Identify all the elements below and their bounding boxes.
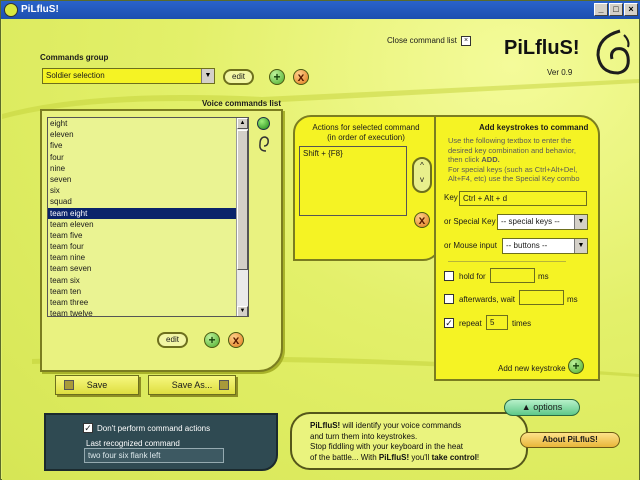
promo-brand: PiLfluS! <box>310 421 341 430</box>
title-bar[interactable] <box>1 1 640 19</box>
list-item[interactable]: team eight <box>48 208 248 219</box>
commands-group-value: Soldier selection <box>46 71 105 80</box>
window-title: PiLfluS! <box>21 4 59 15</box>
list-item[interactable]: team eleven <box>50 219 94 229</box>
chevron-down-icon[interactable]: ▼ <box>201 69 214 83</box>
options-button[interactable] <box>504 399 580 416</box>
actions-title: Actions for selected command <box>312 123 420 132</box>
add-group-button[interactable]: + <box>269 69 285 85</box>
promo-text-span: ! <box>476 452 480 462</box>
checkmark-icon: ✓ <box>84 423 92 433</box>
voice-commands-label: Voice commands list <box>202 99 281 108</box>
key-label: Key <box>444 193 458 202</box>
promo-line <box>310 421 520 432</box>
commands-group-label: Commands group <box>40 53 109 62</box>
promo-text <box>310 421 520 463</box>
close-list-link[interactable]: Close command list <box>387 36 457 45</box>
ear-icon[interactable] <box>256 135 270 153</box>
actions-subtitle: (in order of execution) <box>327 133 405 142</box>
logo-text: PiLfluS! <box>504 37 580 59</box>
chevron-down-icon[interactable]: ▼ <box>574 215 587 229</box>
save-as-label: Save As... <box>171 380 213 390</box>
repeat-unit: times <box>512 319 532 328</box>
save-icon <box>64 380 74 390</box>
add-keystroke-label: Add new keystroke <box>498 364 566 373</box>
reorder-action-button[interactable] <box>412 157 432 193</box>
reorder-arrows-icon: ^ v <box>420 161 424 184</box>
options-label: options <box>533 402 563 412</box>
help-line: desired key combination and behavior, <box>448 145 576 155</box>
hold-label: hold for <box>459 272 486 281</box>
commands-group-select[interactable] <box>42 68 215 84</box>
keystrokes-help <box>448 136 598 184</box>
app-icon <box>4 3 18 17</box>
maximize-button[interactable]: □ <box>609 3 623 16</box>
special-key-value: -- special keys -- <box>501 217 560 226</box>
add-command-button[interactable]: + <box>204 332 220 348</box>
dont-perform-checkbox[interactable] <box>83 423 93 433</box>
list-item[interactable]: team nine <box>50 253 86 263</box>
scroll-up-icon[interactable]: ▲ <box>237 118 248 129</box>
wait-label: afterwards, wait <box>459 295 516 304</box>
special-key-select[interactable] <box>497 214 588 230</box>
chevron-up-icon: ▲ <box>521 402 534 412</box>
list-item[interactable]: team twelve <box>50 309 93 317</box>
list-item[interactable]: team seven <box>50 264 92 274</box>
save-as-icon <box>219 380 229 390</box>
promo-line: and turn them into keystrokes. <box>310 431 418 441</box>
list-item[interactable]: nine <box>50 163 66 173</box>
wait-unit: ms <box>567 295 578 304</box>
list-item[interactable]: eight <box>50 119 68 128</box>
list-item[interactable]: four <box>50 152 64 162</box>
save-button[interactable] <box>55 375 139 395</box>
close-list-icon[interactable]: × <box>461 36 471 46</box>
help-add-text: ADD. <box>481 155 500 164</box>
mouse-input-select[interactable] <box>502 238 588 254</box>
mouse-input-value: -- buttons -- <box>506 241 548 250</box>
list-item[interactable]: team three <box>50 298 89 307</box>
repeat-input[interactable]: 5 <box>486 315 508 330</box>
version-label: Ver 0.9 <box>547 68 573 77</box>
edit-command-button[interactable]: edit <box>157 332 188 348</box>
key-input[interactable]: Ctrl + Alt + d <box>459 191 587 206</box>
edit-group-button[interactable]: edit <box>223 69 254 85</box>
wait-checkbox[interactable] <box>444 294 454 304</box>
promo-text-span: will identify your voice commands <box>340 421 462 430</box>
list-item[interactable]: seven <box>50 174 72 184</box>
save-as-button[interactable] <box>148 375 236 395</box>
repeat-label: repeat <box>459 319 482 328</box>
listening-indicator-icon <box>257 117 270 130</box>
help-line: Alt+F4, etc) use the Special Key combo <box>448 174 580 183</box>
keystrokes-title: Add keystrokes to command <box>479 123 589 132</box>
chevron-down-icon[interactable]: ▼ <box>574 239 587 253</box>
mouse-input-label: or Mouse input <box>444 241 497 250</box>
about-button[interactable]: About PiLfluS! <box>520 432 620 448</box>
save-label: Save <box>86 380 108 390</box>
remove-action-button[interactable]: x <box>414 212 430 228</box>
promo-line: Stop fiddling with your keyboard in the heat <box>310 442 463 451</box>
promo-text-span: you'll <box>409 452 432 462</box>
scroll-down-icon[interactable]: ▼ <box>237 306 248 317</box>
logo-swirl-icon <box>590 27 634 79</box>
remove-group-button[interactable]: x <box>293 69 309 85</box>
help-line: For special keys (such as Ctrl+Alt+Del, <box>448 164 578 174</box>
list-item[interactable]: eleven <box>50 130 74 140</box>
hold-unit: ms <box>538 272 549 281</box>
list-item[interactable]: six <box>50 186 60 196</box>
list-item[interactable]: team five <box>50 230 83 240</box>
promo-brand: PiLfluS! <box>378 452 410 462</box>
voice-commands-list[interactable] <box>47 117 249 317</box>
remove-command-button[interactable]: x <box>228 332 244 348</box>
wait-input[interactable] <box>519 290 564 305</box>
list-item[interactable]: team six <box>50 275 80 285</box>
help-line: Use the following textbox to enter the <box>448 136 572 145</box>
promo-line <box>310 453 520 464</box>
divider <box>448 261 566 262</box>
checkmark-icon: ✓ <box>445 318 453 328</box>
promo-take-control: take control <box>431 452 477 462</box>
minimize-button[interactable]: _ <box>594 3 608 16</box>
repeat-checkbox[interactable] <box>444 318 454 328</box>
list-item[interactable]: team ten <box>50 286 82 296</box>
list-item[interactable]: squad <box>50 197 72 207</box>
hold-checkbox[interactable] <box>444 271 454 281</box>
help-text: then click <box>448 155 482 164</box>
list-item[interactable]: five <box>50 141 63 151</box>
promo-text-span: of the battle... With <box>310 452 379 462</box>
hold-input[interactable] <box>490 268 535 283</box>
close-window-button[interactable]: × <box>624 3 638 16</box>
last-recognized-value: two four six flank left <box>84 448 224 463</box>
actions-list[interactable] <box>299 146 407 216</box>
special-key-label: or Special Key <box>444 217 496 226</box>
list-item[interactable]: team four <box>50 242 84 252</box>
help-line <box>448 155 598 165</box>
scroll-thumb[interactable] <box>237 130 248 270</box>
add-keystroke-button[interactable]: + <box>568 358 584 374</box>
dont-perform-label: Don't perform command actions <box>97 424 211 433</box>
last-recognized-label: Last recognized command <box>86 439 180 448</box>
client-area <box>2 19 639 480</box>
list-scrollbar[interactable] <box>236 118 248 317</box>
action-item[interactable]: Shift + {F8} <box>303 149 343 158</box>
